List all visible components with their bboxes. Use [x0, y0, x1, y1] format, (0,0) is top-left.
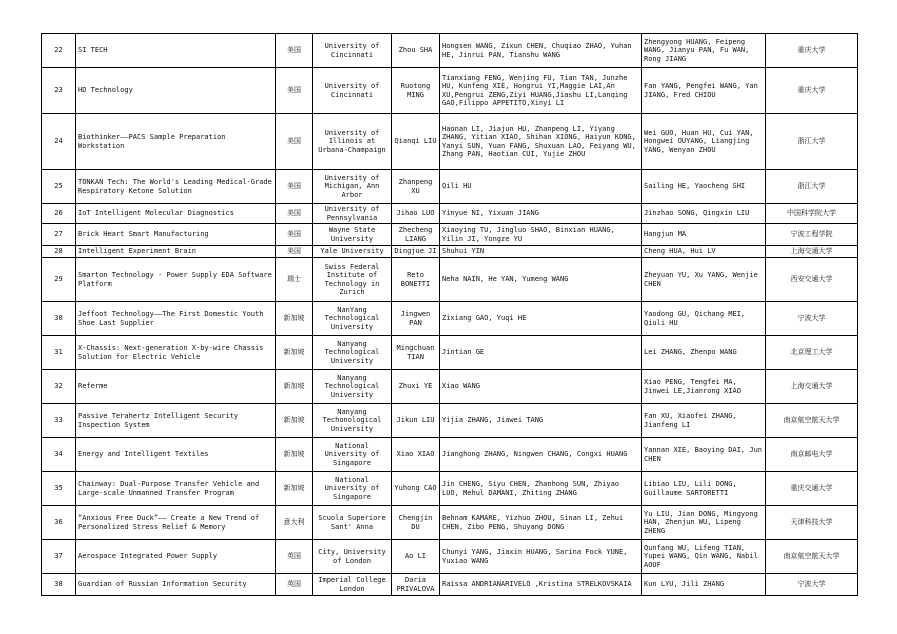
school-cell: University of Illinois at Urbana-Champaign — [313, 114, 392, 170]
team-leader-cell: Qianqi LIU — [392, 114, 440, 170]
school-cell: NanYang Technological University — [313, 302, 392, 336]
country-cell: 美国 — [276, 224, 313, 246]
team-members-cell: Haonan LI, Jiajun HU, Zhanpeng LI, Yiyang ZHANG, Yitian XIAO, Shihan XIONG, Haiyun KONG, Yanyi SUN, Yuan FANG, Shuxuan LAO, Feiyang WU, Zhang PAN, Haotian CUI, Yujie ZHOU — [440, 114, 642, 170]
school-cell: National University of Singapore — [313, 438, 392, 472]
country-cell: 美国 — [276, 204, 313, 224]
school-cell: Wayne State University — [313, 224, 392, 246]
school-cell: Nanyang Technological University — [313, 336, 392, 370]
table-row — [42, 506, 858, 540]
country-cell: 英国 — [276, 574, 313, 596]
table-row — [42, 302, 858, 336]
row-number-cell: 27 — [42, 224, 76, 246]
mentors-cell: Yu LIU, Jian DONG, Mingyong HAN, Zhenjun WU, Lipeng ZHENG — [642, 506, 766, 540]
team-leader-cell: Dingjue JI — [392, 246, 440, 258]
country-cell: 美国 — [276, 246, 313, 258]
team-leader-cell: Chengjin DU — [392, 506, 440, 540]
country-cell: 美国 — [276, 170, 313, 204]
mentors-cell: Lei ZHANG, Zhenpo WANG — [642, 336, 766, 370]
row-number-cell: 36 — [42, 506, 76, 540]
project-name-cell: SI TECH — [76, 34, 276, 68]
row-number-cell: 37 — [42, 540, 76, 574]
country-cell: 意大利 — [276, 506, 313, 540]
host-university-cell: 上海交通大学 — [766, 246, 858, 258]
team-leader-cell: Zhuxi YE — [392, 370, 440, 404]
team-members-cell: Zixiang GAO, Yuqi HE — [440, 302, 642, 336]
table-row — [42, 404, 858, 438]
mentors-cell: Jinzhao SONG, Qingxin LIU — [642, 204, 766, 224]
mentors-cell: Cheng HUA, Hui LV — [642, 246, 766, 258]
team-leader-cell: Mingchuan TIAN — [392, 336, 440, 370]
host-university-cell: 宁波工程学院 — [766, 224, 858, 246]
host-university-cell: 重庆大学 — [766, 68, 858, 114]
host-university-cell: 北京理工大学 — [766, 336, 858, 370]
row-number-cell: 33 — [42, 404, 76, 438]
table-row — [42, 68, 858, 114]
mentors-cell: Qunfang WU, Lifeng TIAN, Yupei WANG, Qin WANG, Nabil AOUF — [642, 540, 766, 574]
project-name-cell: X-Chassis: Next-generation X-by-wire Chassis Solution for Electric Vehicle — [76, 336, 276, 370]
row-number-cell: 34 — [42, 438, 76, 472]
project-name-cell: TONKAN Tech: The World's Leading Medical-Grade Respiratory Ketone Solution — [76, 170, 276, 204]
table-row — [42, 246, 858, 258]
country-cell: 英国 — [276, 540, 313, 574]
school-cell: City, University of London — [313, 540, 392, 574]
table-row — [42, 540, 858, 574]
team-leader-cell: Ao LI — [392, 540, 440, 574]
table-row — [42, 574, 858, 596]
team-leader-cell: Zhecheng LIANG — [392, 224, 440, 246]
project-name-cell: Energy and Intelligent Textiles — [76, 438, 276, 472]
school-cell: Yale University — [313, 246, 392, 258]
host-university-cell: 天津科技大学 — [766, 506, 858, 540]
row-number-cell: 26 — [42, 204, 76, 224]
project-name-cell: Chainway: Dual-Purpose Transfer Vehicle and Large-scale Unmanned Transfer Program — [76, 472, 276, 506]
table-row — [42, 336, 858, 370]
mentors-cell: Zheyuan YU, Xu YANG, Wenjie CHEN — [642, 258, 766, 302]
team-members-cell: Yinyue NI, Yixuan JIANG — [440, 204, 642, 224]
country-cell: 瑞士 — [276, 258, 313, 302]
team-members-cell: Qili HU — [440, 170, 642, 204]
row-number-cell: 28 — [42, 246, 76, 258]
host-university-cell: 南京航空航天大学 — [766, 404, 858, 438]
team-leader-cell: Jikun LIU — [392, 404, 440, 438]
host-university-cell: 重庆交通大学 — [766, 472, 858, 506]
host-university-cell: 宁波大学 — [766, 574, 858, 596]
school-cell: Nanyang Techonological University — [313, 404, 392, 438]
row-number-cell: 22 — [42, 34, 76, 68]
country-cell: 美国 — [276, 114, 313, 170]
project-name-cell: Smarton Technology - Power Supply EDA Software Platform — [76, 258, 276, 302]
team-members-cell: Behnam KAMARE, Yizhuo ZHOU, Sinan LI, Zehui CHEN, Zibo PENG, Shuyang DONG — [440, 506, 642, 540]
school-cell: University of Cincinnati — [313, 68, 392, 114]
team-leader-cell: Jingwen PAN — [392, 302, 440, 336]
row-number-cell: 38 — [42, 574, 76, 596]
team-members-cell: Xiao WANG — [440, 370, 642, 404]
project-name-cell: HD Technology — [76, 68, 276, 114]
table-row — [42, 258, 858, 302]
host-university-cell: 上海交通大学 — [766, 370, 858, 404]
mentors-cell: Xiao PENG, Tengfei MA, Jinwei LE,Jianrong XIAO — [642, 370, 766, 404]
row-number-cell: 32 — [42, 370, 76, 404]
project-table — [41, 33, 858, 596]
school-cell: University of Michigan, Ann Arbor — [313, 170, 392, 204]
mentors-cell: Yannan XIE, Baoying DAI, Jun CHEN — [642, 438, 766, 472]
host-university-cell: 宁波大学 — [766, 302, 858, 336]
project-name-cell: Intelligent Experiment Brain — [76, 246, 276, 258]
team-leader-cell: Yuhong CAO — [392, 472, 440, 506]
mentors-cell: Fan XU, Xiaofei ZHANG, Jianfeng LI — [642, 404, 766, 438]
team-members-cell: Shuhui YIN — [440, 246, 642, 258]
host-university-cell: 浙江大学 — [766, 170, 858, 204]
project-name-cell: Brick Heart Smart Manufacturing — [76, 224, 276, 246]
mentors-cell: Sailing HE, Yaocheng SHI — [642, 170, 766, 204]
country-cell: 美国 — [276, 34, 313, 68]
team-members-cell: Yijia ZHANG, Jiawei TANG — [440, 404, 642, 438]
mentors-cell: Kun LYU, Jili ZHANG — [642, 574, 766, 596]
school-cell: University of Cincinnati — [313, 34, 392, 68]
school-cell: Swiss Federal Institute of Technology in Zurich — [313, 258, 392, 302]
school-cell: Nanyang Technological University — [313, 370, 392, 404]
school-cell: Scuola Superiore Sant' Anna — [313, 506, 392, 540]
team-members-cell: Jianghong ZHANG, Ningwen CHANG, Congxi HUANG — [440, 438, 642, 472]
mentors-cell: Hangjun MA — [642, 224, 766, 246]
table-row — [42, 224, 858, 246]
host-university-cell: 重庆大学 — [766, 34, 858, 68]
project-name-cell: Jeffoot Technology——The First Domestic Youth Shoe Last Supplier — [76, 302, 276, 336]
country-cell: 新加坡 — [276, 370, 313, 404]
project-name-cell: Passive Terahertz Intelligent Security Inspection System — [76, 404, 276, 438]
host-university-cell: 西安交通大学 — [766, 258, 858, 302]
school-cell: Imperial College London — [313, 574, 392, 596]
country-cell: 新加坡 — [276, 472, 313, 506]
country-cell: 新加坡 — [276, 438, 313, 472]
project-name-cell: Referme — [76, 370, 276, 404]
team-leader-cell: Zhanpeng XU — [392, 170, 440, 204]
school-cell: National University of Singapore — [313, 472, 392, 506]
team-members-cell: Hongsen WANG, Zixun CHEN, Chuqiao ZHAO, Yuhan HE, Jinrui PAN, Tianshu WANG — [440, 34, 642, 68]
team-leader-cell: Jihao LUO — [392, 204, 440, 224]
mentors-cell: Zhengyong HUANG, Feipeng WANG, Jianyu PAN, Fu WAN, Rong JIANG — [642, 34, 766, 68]
table-row — [42, 114, 858, 170]
team-members-cell: Neha NAIN, He YAN, Yumeng WANG — [440, 258, 642, 302]
host-university-cell: 南京航空航天大学 — [766, 540, 858, 574]
row-number-cell: 30 — [42, 302, 76, 336]
team-leader-cell: Reto BONETTI — [392, 258, 440, 302]
row-number-cell: 35 — [42, 472, 76, 506]
mentors-cell: Fan YANG, Pengfei WANG, Yan JIANG, Fred CHIOU — [642, 68, 766, 114]
row-number-cell: 31 — [42, 336, 76, 370]
project-name-cell: Biothinker——PACS Sample Preparation Workstation — [76, 114, 276, 170]
team-leader-cell: Daria PRIVALOVA — [392, 574, 440, 596]
country-cell: 美国 — [276, 68, 313, 114]
table-row — [42, 204, 858, 224]
table-row — [42, 34, 858, 68]
team-leader-cell: Zhou SHA — [392, 34, 440, 68]
row-number-cell: 23 — [42, 68, 76, 114]
team-leader-cell: Ruotong MING — [392, 68, 440, 114]
mentors-cell: Yaodong GU, Qichang MEI, Qiuli HU — [642, 302, 766, 336]
team-members-cell: Jintian GE — [440, 336, 642, 370]
host-university-cell: 中国科学院大学 — [766, 204, 858, 224]
row-number-cell: 24 — [42, 114, 76, 170]
table-row — [42, 472, 858, 506]
team-members-cell: Jin CHENG, Siyu CHEN, Zhanhong SUN, Zhiyao LUO, Mehul DAMANI, Zhiting ZHANG — [440, 472, 642, 506]
project-name-cell: IoT Intelligent Molecular Diagnostics — [76, 204, 276, 224]
row-number-cell: 25 — [42, 170, 76, 204]
project-name-cell: “Anxious Free Duck”—— Create a New Trend of Personalized Stress Relief & Memory — [76, 506, 276, 540]
team-members-cell: Tianxiang FENG, Wenjing FU, Tian TAN, Junzhe HU, Kunfeng XIE, Hongrui YI,Maggie LAI,An XU,Pengrui ZENG,Ziyi HUANG,Jiashu LI,Lanqing GAO,Filippo APPETITO,Xinyi LI — [440, 68, 642, 114]
team-leader-cell: Xiao XIAO — [392, 438, 440, 472]
table-row — [42, 170, 858, 204]
host-university-cell: 浙江大学 — [766, 114, 858, 170]
row-number-cell: 29 — [42, 258, 76, 302]
table-row — [42, 370, 858, 404]
project-name-cell: Guardian of Russian Information Security — [76, 574, 276, 596]
team-members-cell: Chunyi YANG, Jiaxin HUANG, Sarina Fock YUNE, Yuxiao WANG — [440, 540, 642, 574]
mentors-cell: Libiao LIU, Lili DONG, Guillaume SARTORETTI — [642, 472, 766, 506]
table-row — [42, 438, 858, 472]
school-cell: University of Pennsylvania — [313, 204, 392, 224]
project-name-cell: Aerospace Integrated Power Supply — [76, 540, 276, 574]
mentors-cell: Wei GUO, Huan HU, Cui YAN, Hongwei OUYANG, Liangjing YANG, Wenyan ZHOU — [642, 114, 766, 170]
country-cell: 新加坡 — [276, 336, 313, 370]
team-members-cell: Raissa ANDRIANARIVELO ,Kristina STRELKOVSKAIA — [440, 574, 642, 596]
team-members-cell: Xiaoying TU, Jingluo SHAO, Binxian HUANG, Yilin JI, Yongze YU — [440, 224, 642, 246]
table-body — [42, 34, 858, 596]
country-cell: 新加坡 — [276, 302, 313, 336]
host-university-cell: 南京邮电大学 — [766, 438, 858, 472]
country-cell: 新加坡 — [276, 404, 313, 438]
